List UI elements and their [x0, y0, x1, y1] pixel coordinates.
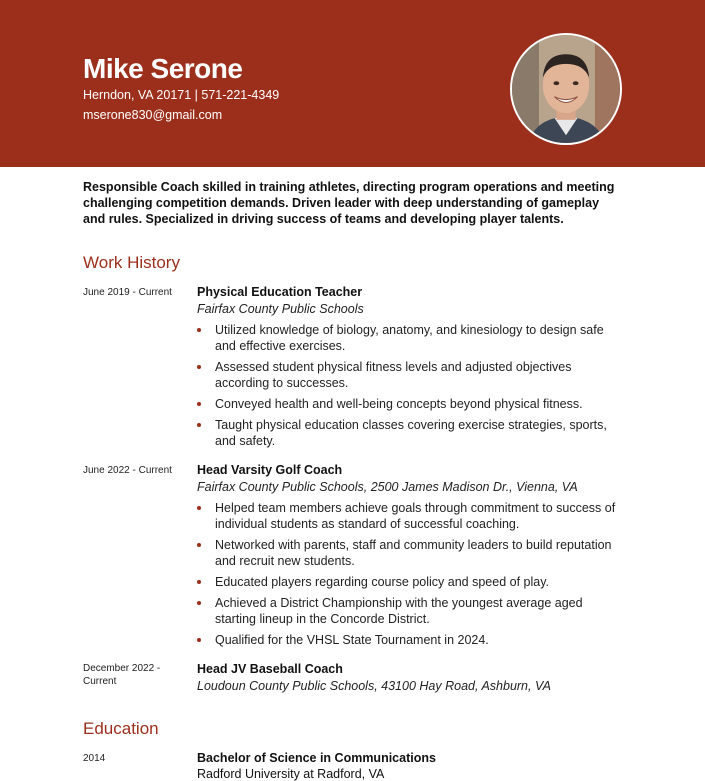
- candidate-name: Mike Serone: [83, 53, 243, 84]
- job-bullets: [197, 500, 627, 653]
- list-item: [197, 322, 627, 354]
- bullet-icon: [197, 601, 201, 605]
- bullet-text: Qualified for the VHSL State Tournament in 2024.: [215, 633, 489, 647]
- bullet-icon: [197, 365, 201, 369]
- bullet-text: Networked with parents, staff and community leaders to build reputation and recruit new students.: [215, 538, 612, 568]
- professional-summary: Responsible Coach skilled in training athletes, directing program operations and meeting challenging competition demands. Driven leader with deep understanding of gameplay and rules. Specialized in driving success of teams and developing player talents.: [83, 180, 615, 226]
- email-address: mserone830@gmail.com: [83, 108, 223, 122]
- bullet-icon: [197, 506, 201, 510]
- job-employer: Loudoun County Public Schools, 43100 Hay Road, Ashburn, VA: [197, 679, 551, 693]
- work-history-heading: Work History: [83, 253, 180, 272]
- list-item: [197, 632, 627, 648]
- education-heading: Education: [83, 719, 159, 738]
- bullet-text: Taught physical education classes covering exercise strategies, sports, and safety.: [215, 418, 607, 448]
- list-item: [197, 396, 627, 412]
- bullet-text: Assessed student physical fitness levels and adjusted objectives according to successes.: [215, 360, 572, 390]
- list-item: [197, 359, 627, 391]
- job-employer: Fairfax County Public Schools: [197, 302, 364, 316]
- bullet-text: Educated players regarding course policy and speed of play.: [215, 575, 550, 589]
- job-employer: Fairfax County Public Schools, 2500 James Madison Dr., Vienna, VA: [197, 480, 578, 494]
- list-item: [197, 595, 627, 627]
- job-title: Head JV Baseball Coach: [197, 662, 343, 676]
- job-dates: June 2019 - Current: [83, 287, 172, 298]
- bullet-text: Conveyed health and well-being concepts beyond physical fitness.: [215, 397, 583, 411]
- bullet-icon: [197, 543, 201, 547]
- resume-header: [0, 0, 705, 167]
- profile-photo: [510, 33, 622, 145]
- profile-photo-image: [512, 35, 620, 143]
- job-bullets: [197, 322, 627, 454]
- bullet-icon: [197, 423, 201, 427]
- job-title: Physical Education Teacher: [197, 285, 363, 299]
- bullet-icon: [197, 580, 201, 584]
- list-item: [197, 537, 627, 569]
- list-item: [197, 574, 627, 590]
- job-title: Head Varsity Golf Coach: [197, 463, 343, 477]
- bullet-icon: [197, 328, 201, 332]
- degree: Bachelor of Science in Communications: [197, 751, 436, 765]
- education-year: 2014: [83, 753, 106, 764]
- bullet-icon: [197, 638, 201, 642]
- job-dates: December 2022 - Current: [83, 663, 161, 687]
- list-item: [197, 417, 627, 449]
- list-item: [197, 500, 627, 532]
- bullet-text: Helped team members achieve goals through commitment to success of individual students as standard of successful coaching.: [215, 501, 616, 531]
- bullet-text: Achieved a District Championship with the youngest average aged starting lineup in the Concorde District.: [215, 596, 583, 626]
- bullet-text: Utilized knowledge of biology, anatomy, and kinesiology to design safe and effective exercises.: [215, 323, 604, 353]
- school: Radford University at Radford, VA: [197, 767, 385, 781]
- bullet-icon: [197, 402, 201, 406]
- address-phone: Herndon, VA 20171 | 571-221-4349: [83, 88, 280, 102]
- job-dates: June 2022 - Current: [83, 465, 172, 476]
